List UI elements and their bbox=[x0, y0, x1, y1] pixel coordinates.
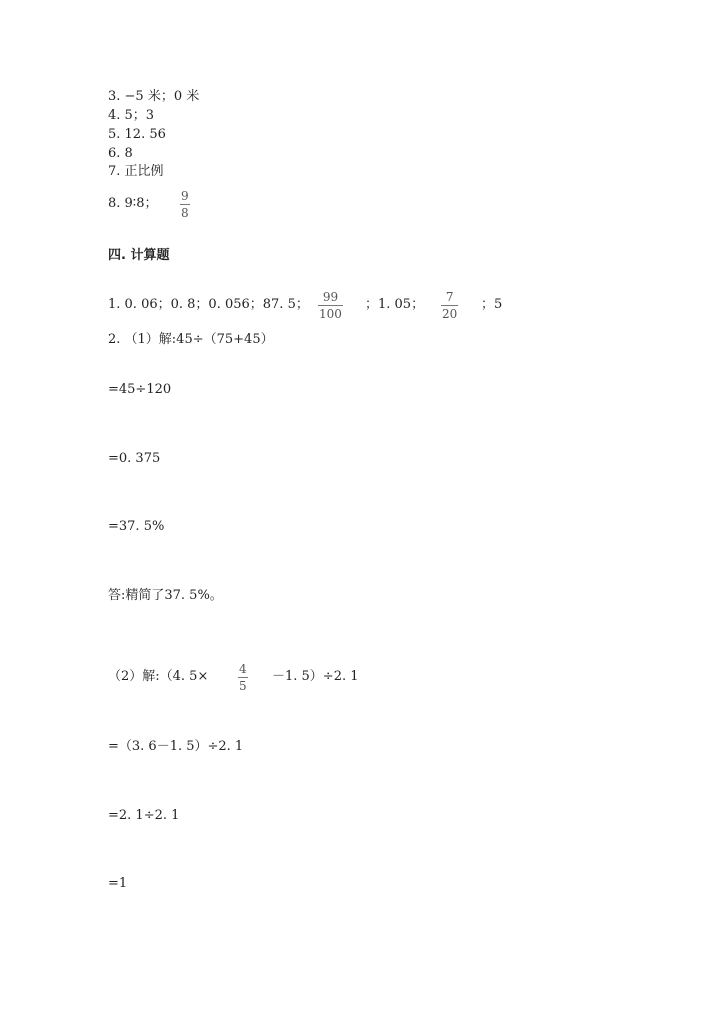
calc-1-mid: ；1. 05； bbox=[365, 297, 425, 312]
answer-3: 3. −5 米；0 米 bbox=[108, 89, 200, 104]
fraction-99-100 bbox=[318, 290, 343, 321]
calc-3-line-2: =（3. 6－1. 5）÷2. 1 bbox=[108, 739, 244, 754]
fraction-numerator: 7 bbox=[445, 290, 454, 304]
answer-4: 4. 5；3 bbox=[108, 108, 155, 123]
answer-6: 6. 8 bbox=[108, 146, 133, 161]
calc-2-answer: 答:精简了37. 5%。 bbox=[108, 588, 223, 603]
fraction-7-20 bbox=[441, 290, 458, 321]
calc-1-prefix: 1. 0. 06；0. 8；0. 056；87. 5； bbox=[108, 297, 309, 312]
calc-2-line-4: =37. 5% bbox=[108, 519, 165, 534]
calc-3-prefix: （2）解:（4. 5× bbox=[108, 669, 209, 684]
fraction-bar bbox=[238, 677, 248, 678]
calc-3-line-3: =2. 1÷2. 1 bbox=[108, 808, 180, 823]
answer-8-prefix: 8. 9∶8； bbox=[108, 196, 158, 211]
fraction-denominator: 20 bbox=[442, 307, 458, 321]
fraction-denominator: 5 bbox=[239, 679, 247, 693]
calc-3-line-4: =1 bbox=[108, 876, 128, 891]
fraction-bar bbox=[318, 305, 343, 306]
fraction-denominator: 100 bbox=[319, 307, 342, 321]
fraction-numerator: 9 bbox=[181, 189, 189, 203]
calc-3-suffix: －1. 5）÷2. 1 bbox=[272, 669, 359, 684]
fraction-numerator: 4 bbox=[239, 662, 247, 676]
calc-1-suffix: ；5 bbox=[481, 297, 503, 312]
fraction-bar bbox=[441, 305, 458, 306]
fraction-bar bbox=[180, 204, 190, 205]
section-4-title: 四. 计算题 bbox=[108, 248, 170, 263]
calc-2-line-2: =45÷120 bbox=[108, 382, 172, 397]
fraction-4-5 bbox=[238, 662, 248, 693]
calc-2-line-1: 2. （1）解:45÷（75+45） bbox=[108, 332, 274, 347]
fraction-denominator: 8 bbox=[181, 206, 189, 220]
answer-5: 5. 12. 56 bbox=[108, 127, 166, 142]
fraction-9-8 bbox=[180, 189, 190, 220]
answer-7: 7. 正比例 bbox=[108, 164, 164, 179]
fraction-numerator: 99 bbox=[322, 290, 339, 304]
calc-2-line-3: =0. 375 bbox=[108, 451, 161, 466]
